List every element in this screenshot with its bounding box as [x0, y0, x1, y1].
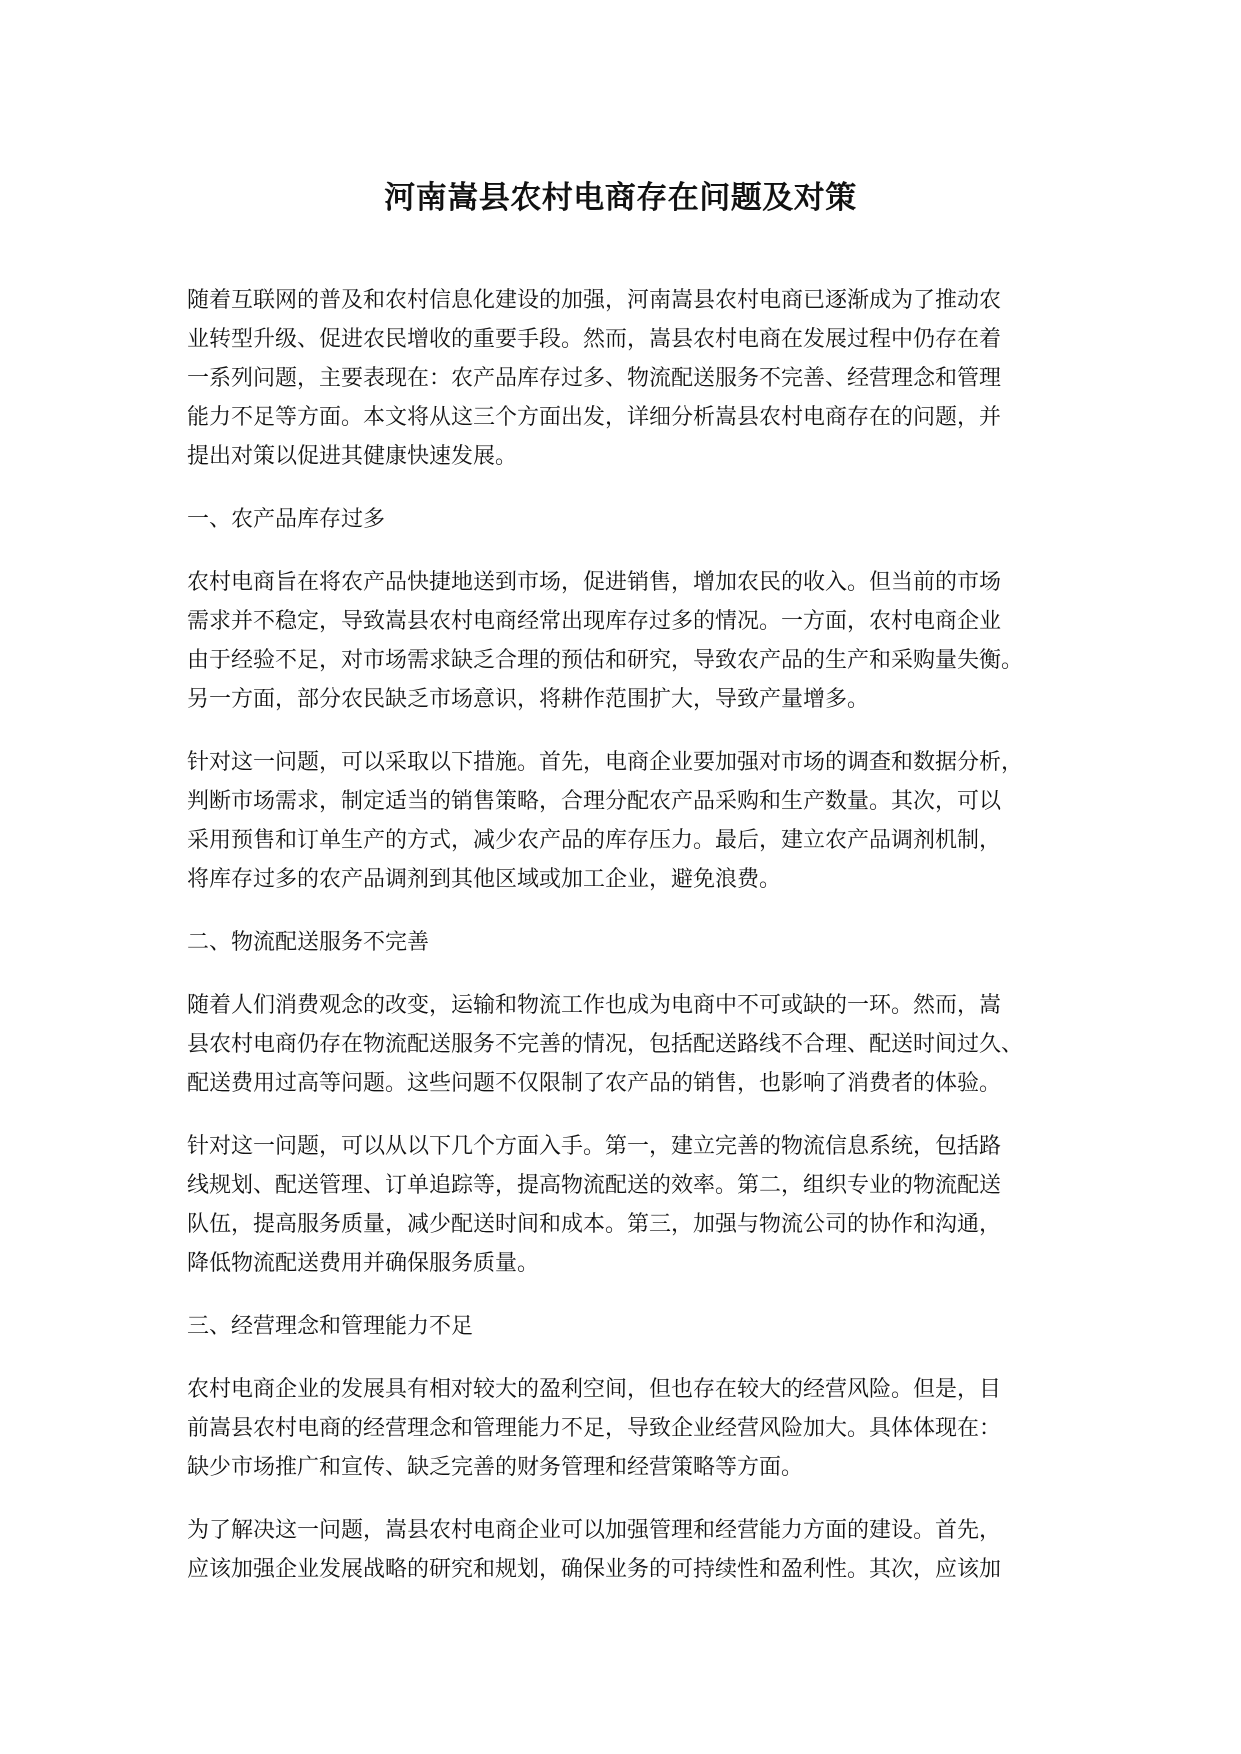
text-line: 配送费用过高等问题。这些问题不仅限制了农产品的销售，也影响了消费者的体验。 [187, 1071, 1002, 1096]
text-line: 农村电商企业的发展具有相对较大的盈利空间，但也存在较大的经营风险。但是，目 [187, 1377, 1002, 1402]
section-heading-1: 一、农产品库存过多 [187, 507, 386, 532]
text-line: 另一方面，部分农民缺乏市场意识，将耕作范围扩大，导致产量增多。 [187, 687, 870, 712]
text-line: 提出对策以促进其健康快速发展。 [187, 444, 518, 469]
paragraph-section2-problem [187, 986, 1047, 1103]
paragraph-section3-solution [187, 1511, 1047, 1589]
text-line: 线规划、配送管理、订单追踪等，提高物流配送的效率。第二，组织专业的物流配送 [187, 1173, 1002, 1198]
paragraph-section2-solution [187, 1127, 1047, 1283]
text-line: 针对这一问题，可以从以下几个方面入手。第一，建立完善的物流信息系统，包括路 [187, 1134, 1002, 1159]
text-line: 缺少市场推广和宣传、缺乏完善的财务管理和经营策略等方面。 [187, 1455, 804, 1480]
paragraph-intro [187, 281, 1047, 476]
text-line: 由于经验不足，对市场需求缺乏合理的预估和研究，导致农产品的生产和采购量失衡。 [187, 648, 1024, 673]
paragraph-section1-problem [187, 563, 1047, 719]
text-line: 针对这一问题，可以采取以下措施。首先，电商企业要加强对市场的调查和数据分析， [187, 750, 1024, 775]
paragraph-section3-problem [187, 1370, 1047, 1487]
text-line: 县农村电商仍存在物流配送服务不完善的情况，包括配送路线不合理、配送时间过久、 [187, 1032, 1024, 1057]
text-line: 降低物流配送费用并确保服务质量。 [187, 1251, 540, 1276]
text-line: 随着人们消费观念的改变，运输和物流工作也成为电商中不可或缺的一环。然而，嵩 [187, 993, 1002, 1018]
text-line: 将库存过多的农产品调剂到其他区域或加工企业，避免浪费。 [187, 867, 782, 892]
text-line: 农村电商旨在将农产品快捷地送到市场，促进销售，增加农民的收入。但当前的市场 [187, 570, 1002, 595]
text-line: 前嵩县农村电商的经营理念和管理能力不足，导致企业经营风险加大。具体体现在： [187, 1416, 1002, 1441]
document-title: 河南嵩县农村电商存在问题及对策 [384, 180, 857, 216]
text-line: 需求并不稳定，导致嵩县农村电商经常出现库存过多的情况。一方面，农村电商企业 [187, 609, 1002, 634]
text-line: 能力不足等方面。本文将从这三个方面出发，详细分析嵩县农村电商存在的问题，并 [187, 405, 1002, 430]
section-heading-2: 二、物流配送服务不完善 [187, 930, 430, 955]
text-line: 判断市场需求，制定适当的销售策略，合理分配农产品采购和生产数量。其次，可以 [187, 789, 1002, 814]
text-line: 一系列问题，主要表现在：农产品库存过多、物流配送服务不完善、经营理念和管理 [187, 366, 1002, 391]
text-line: 采用预售和订单生产的方式，减少农产品的库存压力。最后，建立农产品调剂机制， [187, 828, 1002, 853]
text-line: 为了解决这一问题，嵩县农村电商企业可以加强管理和经营能力方面的建设。首先， [187, 1518, 1002, 1543]
section-heading-3: 三、经营理念和管理能力不足 [187, 1314, 474, 1339]
text-line: 队伍，提高服务质量，减少配送时间和成本。第三，加强与物流公司的协作和沟通， [187, 1212, 1002, 1237]
text-line: 业转型升级、促进农民增收的重要手段。然而，嵩县农村电商在发展过程中仍存在着 [187, 327, 1002, 352]
document-body [187, 281, 1047, 1613]
text-line: 随着互联网的普及和农村信息化建设的加强，河南嵩县农村电商已逐渐成为了推动农 [187, 288, 1002, 313]
paragraph-section1-solution [187, 743, 1047, 899]
text-line: 应该加强企业发展战略的研究和规划，确保业务的可持续性和盈利性。其次，应该加 [187, 1557, 1002, 1582]
